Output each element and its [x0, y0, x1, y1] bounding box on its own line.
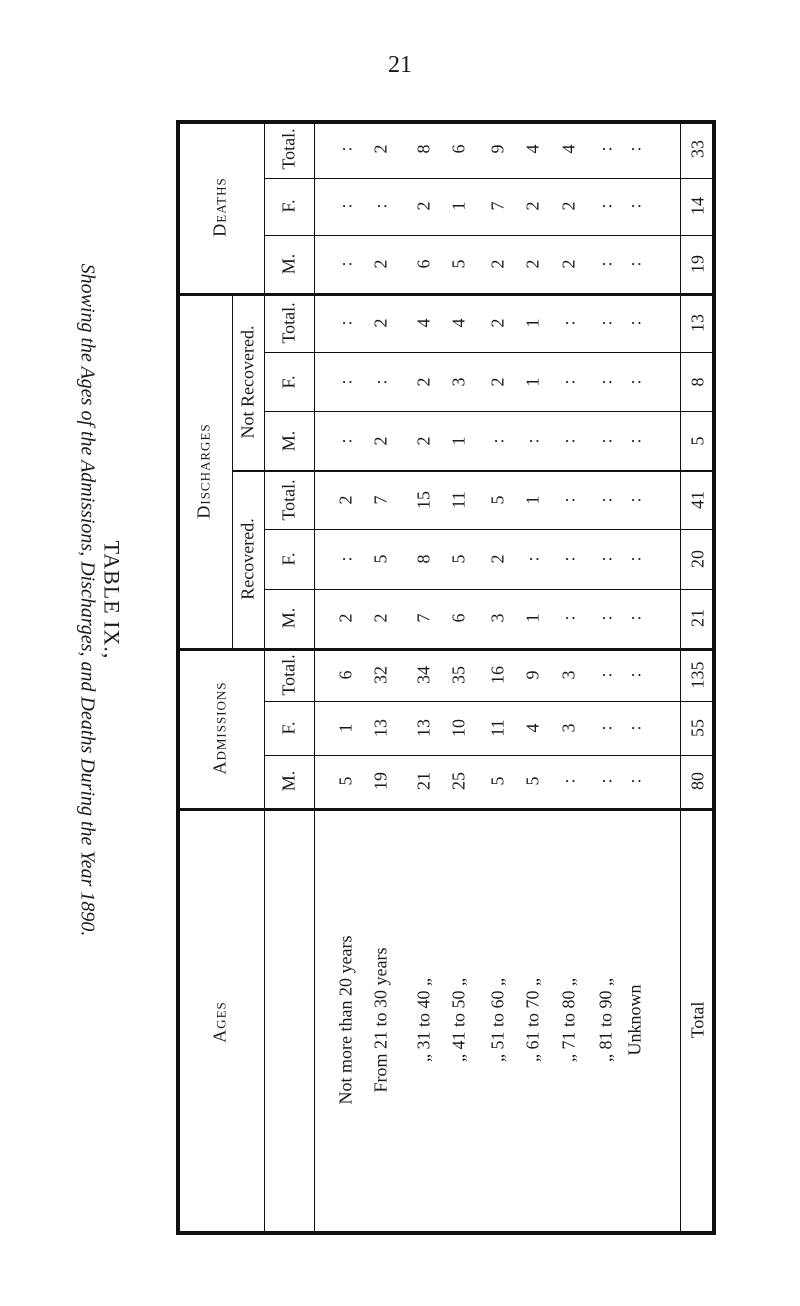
age-label: „ 51 to 60 „ — [487, 978, 508, 1062]
admissions-t-value: : — [595, 672, 616, 678]
admissions-t-value: 6 — [335, 670, 356, 680]
admissions-m-value: 21 — [413, 772, 434, 791]
not-recovered-m-value: 2 — [413, 436, 434, 445]
deaths-m-value: 2 — [487, 259, 508, 269]
deaths-f-value: 2 — [413, 201, 434, 211]
table-subtitle: Showing the Ages of the Admissions, Discharges, and Deaths During the Year 1890. — [76, 263, 99, 937]
not-recovered-m-value: : — [335, 437, 356, 444]
admissions-t-value: 32 — [370, 665, 391, 684]
recovered-f-value: : — [335, 556, 356, 562]
admissions-m-value: : — [624, 778, 645, 784]
recovered-m-value: : — [595, 615, 616, 621]
deaths-m-value: : — [595, 261, 616, 267]
admissions-f-value: 13 — [413, 718, 434, 737]
deaths-t-value: 8 — [413, 144, 434, 154]
not-recovered-m-value: : — [624, 437, 645, 444]
not-recovered-m-value: : — [558, 437, 579, 444]
not-recovered-m-value: 2 — [370, 436, 391, 445]
header-admissions: Admissions — [209, 681, 230, 775]
recovered-t-value: 2 — [335, 495, 356, 505]
admissions-m-value: : — [558, 778, 579, 784]
admissions-f-value: 3 — [558, 723, 579, 733]
admissions-f-value: 1 — [335, 723, 356, 733]
admissions-t-value: 3 — [558, 670, 579, 680]
not-recovered-f-value: 2 — [487, 377, 508, 386]
admissions-f-label: F. — [278, 721, 299, 735]
age-label: „ 61 to 70 „ — [522, 978, 543, 1062]
total-rule — [680, 120, 681, 1235]
admissions-f-value: 13 — [370, 718, 391, 737]
age-label: From 21 to 30 years — [370, 947, 391, 1093]
deaths-f-value: : — [335, 203, 356, 209]
label-rule — [314, 120, 315, 1235]
deaths-t-value: 2 — [370, 144, 391, 154]
admissions-f-value: 11 — [487, 719, 508, 737]
not-recovered-f-value: : — [370, 378, 391, 385]
not-recovered-t-value: 2 — [370, 318, 391, 327]
age-label: Unknown — [624, 984, 645, 1056]
not-recovered-f-value: : — [335, 378, 356, 385]
deaths-m-value: 2 — [522, 259, 543, 269]
recovered-m-value: : — [624, 615, 645, 621]
not-recovered-f-value: 8 — [687, 377, 708, 386]
not-recovered-t-value: 4 — [448, 318, 469, 327]
age-label: Total — [687, 1001, 708, 1039]
age-label: „ 31 to 40 „ — [413, 978, 434, 1062]
not-recovered-f-label: F. — [278, 374, 299, 389]
admissions-t-value: 16 — [487, 665, 508, 684]
header-deaths: Deaths — [209, 176, 230, 237]
deaths-f-value: 1 — [448, 201, 469, 211]
recovered-f-value: : — [558, 556, 579, 562]
table-border-right — [712, 120, 716, 1235]
recovered-t-value: : — [595, 497, 616, 503]
recovered-f-value: 20 — [687, 549, 708, 568]
recovered-f-value: : — [522, 556, 543, 562]
deaths-m-label: M. — [278, 253, 299, 275]
not-recovered-f-value: : — [595, 378, 616, 385]
recovered-m-value: 3 — [487, 613, 508, 623]
admissions-m-label: M. — [278, 771, 299, 792]
deaths-t-label: Total. — [278, 128, 299, 170]
deaths-m-value: 6 — [413, 259, 434, 269]
deaths-t-value: 6 — [448, 144, 469, 154]
recovered-m-value: 7 — [413, 613, 434, 623]
recovered-t-value: 5 — [487, 495, 508, 505]
not-recovered-t-value: 1 — [522, 318, 543, 327]
recovered-m-value: 2 — [370, 613, 391, 623]
admissions-f-value: 4 — [522, 723, 543, 733]
deaths-t-value: : — [595, 146, 616, 152]
not-recovered-t-value: 4 — [413, 318, 434, 327]
recovered-f-value: 5 — [448, 554, 469, 564]
deaths-t-value: 4 — [522, 144, 543, 154]
not-recovered-m-value: : — [595, 437, 616, 444]
deaths-f-value: 7 — [487, 201, 508, 211]
recovered-f-value: 5 — [370, 554, 391, 564]
age-label: „ 41 to 50 „ — [448, 978, 469, 1062]
recovered-f-value: 8 — [413, 554, 434, 564]
not-recovered-f-value: : — [624, 378, 645, 385]
recovered-f-value: : — [624, 556, 645, 562]
recovered-m-value: : — [558, 615, 579, 621]
admissions-f-value: 10 — [448, 718, 469, 737]
page-number: 21 — [388, 52, 412, 78]
not-recovered-t-value: : — [558, 319, 579, 326]
recovered-m-value: 21 — [687, 609, 708, 628]
deaths-m-value: 19 — [687, 255, 708, 274]
not-recovered-t-label: Total. — [278, 301, 299, 344]
not-recovered-t-value: : — [624, 319, 645, 326]
recovered-f-label: F. — [278, 552, 299, 566]
not-recovered-t-value: : — [335, 319, 356, 326]
header-ages: Ages — [209, 1000, 230, 1043]
recovered-t-value: 15 — [413, 490, 434, 509]
table-title-block — [76, 180, 125, 1020]
not-recovered-f-value: 3 — [448, 377, 469, 386]
not-recovered-m-value: 1 — [448, 436, 469, 445]
age-label: Not more than 20 years — [335, 935, 356, 1105]
admissions-m-value: : — [595, 778, 616, 784]
admissions-f-value: 55 — [687, 718, 708, 737]
deaths-t-value: 9 — [487, 144, 508, 154]
admissions-t-value: 135 — [687, 661, 708, 689]
not-recovered-t-value: 2 — [487, 318, 508, 327]
deaths-f-value: 2 — [558, 201, 579, 211]
not-recovered-m-label: M. — [278, 430, 299, 451]
header-not-recovered: Not Recovered. — [237, 325, 258, 438]
admissions-t-value: : — [624, 672, 645, 678]
admissions-m-value: 5 — [335, 776, 356, 786]
deaths-t-value: 4 — [558, 144, 579, 154]
recovered-t-value: : — [558, 497, 579, 503]
age-label: „ 71 to 80 „ — [558, 978, 579, 1062]
admissions-m-value: 5 — [487, 776, 508, 786]
header-recovered: Recovered. — [237, 518, 258, 600]
recovered-t-value: 1 — [522, 495, 543, 505]
admissions-m-value: 25 — [448, 772, 469, 791]
admissions-t-value: 34 — [413, 665, 434, 684]
admissions-m-value: 5 — [522, 776, 543, 786]
not-recovered-t-value: 13 — [687, 313, 708, 332]
deaths-f-value: : — [624, 203, 645, 209]
deaths-t-value: : — [624, 146, 645, 152]
deaths-m-value: 5 — [448, 259, 469, 269]
deaths-f-value: : — [370, 203, 391, 209]
not-recovered-f-value: 2 — [413, 377, 434, 386]
admissions-t-value: 9 — [522, 670, 543, 680]
deaths-m-value: 2 — [558, 259, 579, 269]
age-label: „ 81 to 90 „ — [595, 978, 616, 1062]
not-recovered-m-value: : — [522, 437, 543, 444]
deaths-f-value: 14 — [687, 197, 708, 216]
recovered-t-value: 7 — [370, 495, 391, 505]
recovered-m-value: 6 — [448, 613, 469, 623]
recovered-t-value: 41 — [687, 490, 708, 509]
recovered-m-value: 1 — [522, 613, 543, 623]
recovered-f-value: : — [595, 556, 616, 562]
not-recovered-f-value: : — [558, 378, 579, 385]
recovered-t-value: 11 — [448, 490, 469, 509]
admissions-m-value: 19 — [370, 772, 391, 791]
deaths-f-value: : — [595, 203, 616, 209]
deaths-t-value: 33 — [687, 139, 708, 158]
not-recovered-f-value: 1 — [522, 377, 543, 386]
recovered-t-label: Total. — [278, 479, 299, 521]
not-recovered-m-value: 5 — [687, 436, 708, 445]
not-recovered-t-value: : — [595, 319, 616, 326]
admissions-m-value: 80 — [687, 772, 708, 791]
recovered-f-value: 2 — [487, 554, 508, 564]
not-recovered-m-value: : — [487, 437, 508, 444]
deaths-f-label: F. — [278, 199, 299, 214]
admissions-t-label: Total. — [278, 654, 299, 696]
deaths-m-value: : — [335, 261, 356, 267]
table-caption: TABLE IX., — [99, 540, 125, 660]
admissions-t-value: 35 — [448, 665, 469, 684]
header-discharges: Discharges — [193, 422, 214, 519]
deaths-m-value: : — [624, 261, 645, 267]
recovered-m-label: M. — [278, 608, 299, 629]
deaths-m-value: 2 — [370, 259, 391, 269]
recovered-t-value: : — [624, 497, 645, 503]
admissions-f-value: : — [624, 725, 645, 731]
deaths-f-value: 2 — [522, 201, 543, 211]
deaths-t-value: : — [335, 146, 356, 152]
admissions-f-value: : — [595, 725, 616, 731]
recovered-m-value: 2 — [335, 613, 356, 623]
